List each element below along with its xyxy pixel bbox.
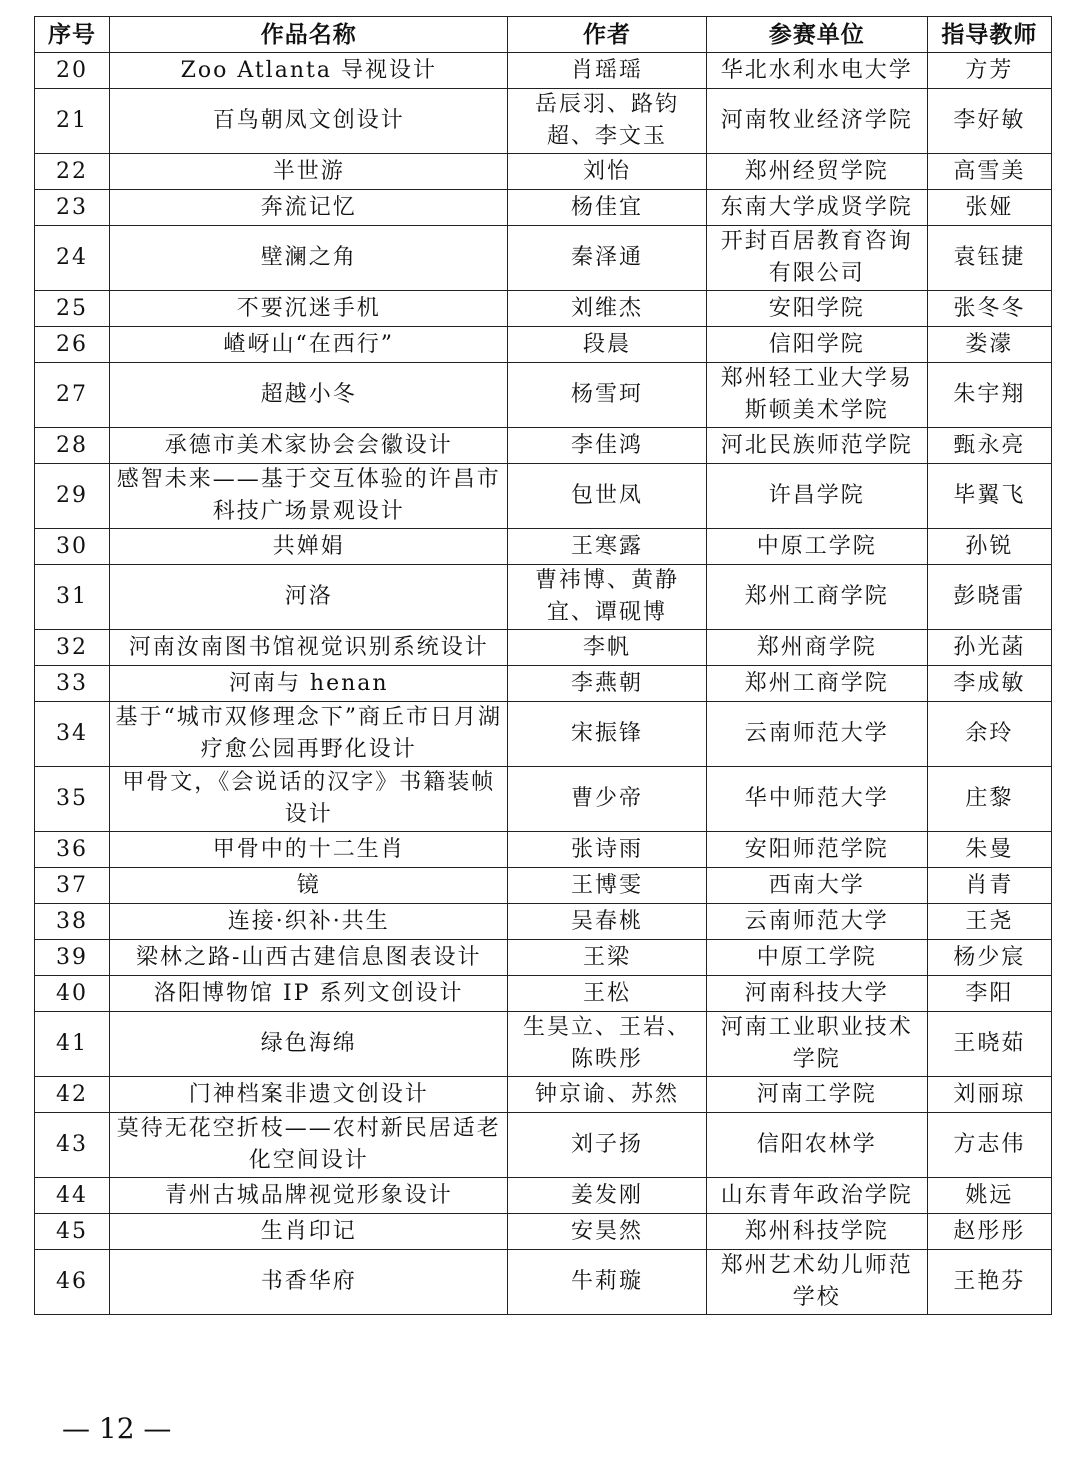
cell-teacher: 李成敏 (927, 666, 1051, 702)
cell-unit: 郑州工商学院 (706, 565, 927, 630)
cell-teacher: 高雪美 (927, 154, 1051, 190)
cell-title: 承德市美术家协会会徽设计 (110, 428, 508, 464)
cell-title: 超越小冬 (110, 363, 508, 428)
cell-author: 李帆 (508, 630, 706, 666)
cell-title: 梁林之路-山西古建信息图表设计 (110, 940, 508, 976)
cell-number: 40 (35, 976, 110, 1012)
table-row (35, 89, 1052, 154)
cell-author: 钟京谕、苏然 (508, 1077, 706, 1113)
cell-number: 42 (35, 1077, 110, 1113)
cell-author: 吴春桃 (508, 904, 706, 940)
cell-unit: 华北水利水电大学 (706, 53, 927, 89)
cell-author: 杨雪珂 (508, 363, 706, 428)
cell-teacher: 方芳 (927, 53, 1051, 89)
cell-number: 32 (35, 630, 110, 666)
cell-unit: 河南牧业经济学院 (706, 89, 927, 154)
cell-author: 包世凤 (508, 464, 706, 529)
cell-teacher: 王艳芬 (927, 1250, 1051, 1315)
cell-title: 门神档案非遗文创设计 (110, 1077, 508, 1113)
cell-unit: 山东青年政治学院 (706, 1178, 927, 1214)
table-row (35, 226, 1052, 291)
header-title: 作品名称 (110, 17, 508, 53)
cell-unit: 云南师范大学 (706, 702, 927, 767)
cell-teacher: 张冬冬 (927, 291, 1051, 327)
cell-unit: 郑州轻工业大学易斯顿美术学院 (706, 363, 927, 428)
cell-author: 牛莉璇 (508, 1250, 706, 1315)
cell-author: 王梁 (508, 940, 706, 976)
table-row (35, 702, 1052, 767)
cell-number: 43 (35, 1113, 110, 1178)
table-row (35, 1214, 1052, 1250)
cell-teacher: 袁钰捷 (927, 226, 1051, 291)
header-teacher: 指导教师 (927, 17, 1051, 53)
table-row (35, 154, 1052, 190)
cell-title: 绿色海绵 (110, 1012, 508, 1077)
cell-teacher: 余玲 (927, 702, 1051, 767)
cell-title: 基于“城市双修理念下”商丘市日月湖疗愈公园再野化设计 (110, 702, 508, 767)
cell-title: 嵖岈山“在西行” (110, 327, 508, 363)
cell-title: 甲骨文，《会说话的汉字》书籍装帧设计 (110, 767, 508, 832)
table-row (35, 464, 1052, 529)
cell-unit: 河南科技大学 (706, 976, 927, 1012)
cell-teacher: 方志伟 (927, 1113, 1051, 1178)
cell-teacher: 王晓茹 (927, 1012, 1051, 1077)
table-row (35, 1113, 1052, 1178)
cell-number: 25 (35, 291, 110, 327)
table-row (35, 976, 1052, 1012)
cell-unit: 郑州科技学院 (706, 1214, 927, 1250)
table-row (35, 53, 1052, 89)
cell-title: 甲骨中的十二生肖 (110, 832, 508, 868)
cell-author: 王博雯 (508, 868, 706, 904)
cell-teacher: 彭晓雷 (927, 565, 1051, 630)
cell-teacher: 杨少宸 (927, 940, 1051, 976)
cell-title: 连接·织补·共生 (110, 904, 508, 940)
cell-title: 河南与 henan (110, 666, 508, 702)
cell-author: 生昊立、王岩、陈昳彤 (508, 1012, 706, 1077)
cell-teacher: 姚远 (927, 1178, 1051, 1214)
cell-number: 35 (35, 767, 110, 832)
cell-number: 41 (35, 1012, 110, 1077)
table-row (35, 428, 1052, 464)
table-row (35, 940, 1052, 976)
table-row (35, 190, 1052, 226)
cell-unit: 云南师范大学 (706, 904, 927, 940)
cell-teacher: 刘丽琼 (927, 1077, 1051, 1113)
cell-unit: 开封百居教育咨询有限公司 (706, 226, 927, 291)
cell-teacher: 王尧 (927, 904, 1051, 940)
cell-unit: 西南大学 (706, 868, 927, 904)
cell-teacher: 李阳 (927, 976, 1051, 1012)
cell-author: 段晨 (508, 327, 706, 363)
cell-unit: 郑州艺术幼儿师范学校 (706, 1250, 927, 1315)
cell-unit: 河北民族师范学院 (706, 428, 927, 464)
cell-teacher: 李好敏 (927, 89, 1051, 154)
table-row (35, 630, 1052, 666)
cell-unit: 郑州经贸学院 (706, 154, 927, 190)
table-row (35, 529, 1052, 565)
header-author: 作者 (508, 17, 706, 53)
cell-number: 21 (35, 89, 110, 154)
cell-number: 29 (35, 464, 110, 529)
cell-author: 肖瑶瑶 (508, 53, 706, 89)
cell-author: 刘怡 (508, 154, 706, 190)
cell-title: Zoo Atlanta 导视设计 (110, 53, 508, 89)
cell-title: 青州古城品牌视觉形象设计 (110, 1178, 508, 1214)
table-row (35, 832, 1052, 868)
table-row (35, 565, 1052, 630)
cell-unit: 安阳学院 (706, 291, 927, 327)
cell-title: 生肖印记 (110, 1214, 508, 1250)
cell-teacher: 朱宇翔 (927, 363, 1051, 428)
cell-title: 半世游 (110, 154, 508, 190)
table-row (35, 291, 1052, 327)
cell-author: 王寒露 (508, 529, 706, 565)
cell-title: 洛阳博物馆 IP 系列文创设计 (110, 976, 508, 1012)
table-row (35, 363, 1052, 428)
cell-title: 河洛 (110, 565, 508, 630)
cell-number: 46 (35, 1250, 110, 1315)
cell-number: 38 (35, 904, 110, 940)
cell-author: 杨佳宜 (508, 190, 706, 226)
cell-title: 奔流记忆 (110, 190, 508, 226)
cell-teacher: 张娅 (927, 190, 1051, 226)
cell-unit: 信阳学院 (706, 327, 927, 363)
cell-unit: 河南工业职业技术学院 (706, 1012, 927, 1077)
cell-title: 共婵娟 (110, 529, 508, 565)
cell-author: 王松 (508, 976, 706, 1012)
award-table (34, 16, 1052, 1315)
cell-number: 39 (35, 940, 110, 976)
table-row (35, 1077, 1052, 1113)
cell-author: 安昊然 (508, 1214, 706, 1250)
cell-teacher: 孙锐 (927, 529, 1051, 565)
table-row (35, 767, 1052, 832)
cell-unit: 河南工学院 (706, 1077, 927, 1113)
cell-number: 36 (35, 832, 110, 868)
cell-author: 秦泽通 (508, 226, 706, 291)
cell-title: 感智未来——基于交互体验的许昌市科技广场景观设计 (110, 464, 508, 529)
cell-title: 书香华府 (110, 1250, 508, 1315)
cell-unit: 郑州工商学院 (706, 666, 927, 702)
cell-number: 26 (35, 327, 110, 363)
table-row (35, 1178, 1052, 1214)
cell-unit: 安阳师范学院 (706, 832, 927, 868)
cell-unit: 华中师范大学 (706, 767, 927, 832)
cell-number: 33 (35, 666, 110, 702)
cell-teacher: 娄濛 (927, 327, 1051, 363)
cell-author: 张诗雨 (508, 832, 706, 868)
cell-title: 不要沉迷手机 (110, 291, 508, 327)
cell-unit: 许昌学院 (706, 464, 927, 529)
table-row (35, 904, 1052, 940)
header-number: 序号 (35, 17, 110, 53)
cell-title: 壁澜之角 (110, 226, 508, 291)
cell-number: 22 (35, 154, 110, 190)
cell-number: 24 (35, 226, 110, 291)
cell-unit: 东南大学成贤学院 (706, 190, 927, 226)
cell-author: 曹少帝 (508, 767, 706, 832)
cell-teacher: 朱曼 (927, 832, 1051, 868)
table-row (35, 868, 1052, 904)
cell-number: 27 (35, 363, 110, 428)
cell-author: 刘子扬 (508, 1113, 706, 1178)
page-number: — 12 — (62, 1412, 172, 1445)
cell-number: 34 (35, 702, 110, 767)
table-row (35, 1012, 1052, 1077)
cell-title: 河南汝南图书馆视觉识别系统设计 (110, 630, 508, 666)
cell-number: 31 (35, 565, 110, 630)
cell-author: 岳辰羽、路钧超、李文玉 (508, 89, 706, 154)
cell-number: 20 (35, 53, 110, 89)
cell-unit: 中原工学院 (706, 529, 927, 565)
cell-unit: 中原工学院 (706, 940, 927, 976)
cell-title: 百鸟朝凤文创设计 (110, 89, 508, 154)
cell-author: 姜发刚 (508, 1178, 706, 1214)
cell-teacher: 甄永亮 (927, 428, 1051, 464)
table-row (35, 327, 1052, 363)
cell-number: 28 (35, 428, 110, 464)
header-unit: 参赛单位 (706, 17, 927, 53)
cell-author: 刘维杰 (508, 291, 706, 327)
cell-number: 37 (35, 868, 110, 904)
table-row (35, 1250, 1052, 1315)
cell-author: 李佳鸿 (508, 428, 706, 464)
cell-number: 45 (35, 1214, 110, 1250)
cell-number: 30 (35, 529, 110, 565)
cell-teacher: 庄黎 (927, 767, 1051, 832)
cell-author: 宋振锋 (508, 702, 706, 767)
cell-title: 镜 (110, 868, 508, 904)
cell-teacher: 赵彤彤 (927, 1214, 1051, 1250)
cell-number: 44 (35, 1178, 110, 1214)
cell-teacher: 孙光菡 (927, 630, 1051, 666)
cell-unit: 郑州商学院 (706, 630, 927, 666)
cell-number: 23 (35, 190, 110, 226)
cell-teacher: 肖青 (927, 868, 1051, 904)
table-row (35, 666, 1052, 702)
cell-unit: 信阳农林学 (706, 1113, 927, 1178)
cell-teacher: 毕翼飞 (927, 464, 1051, 529)
table-header-row (35, 17, 1052, 53)
cell-title: 莫待无花空折枝——农村新民居适老化空间设计 (110, 1113, 508, 1178)
cell-author: 李燕朝 (508, 666, 706, 702)
cell-author: 曹祎博、黄静宜、谭砚博 (508, 565, 706, 630)
